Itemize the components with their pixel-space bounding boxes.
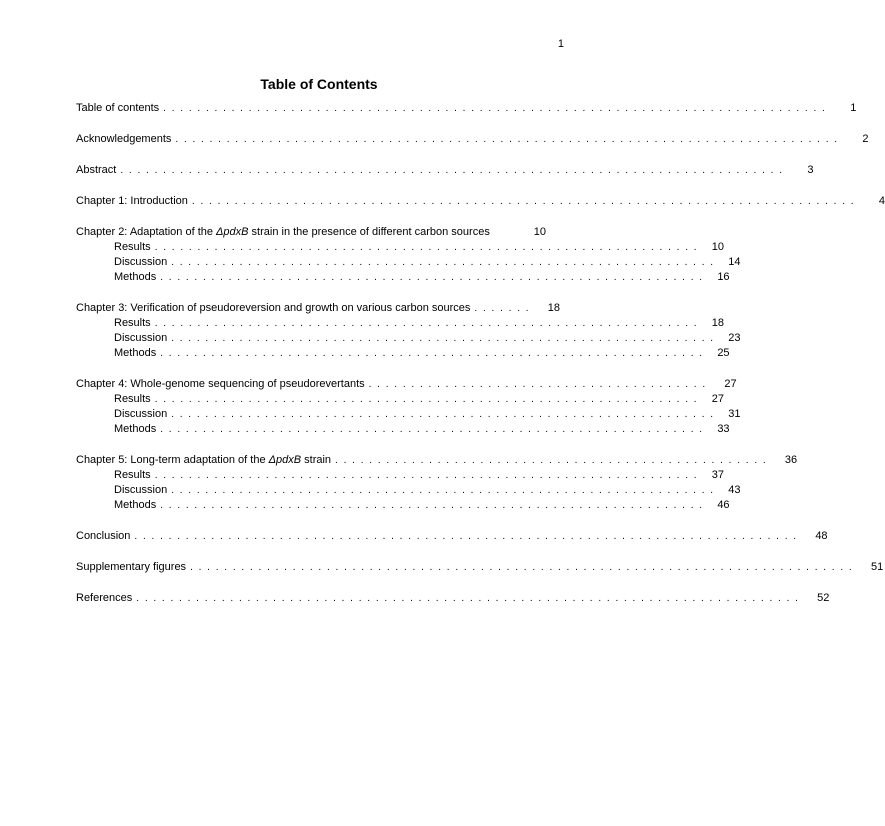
toc-entry-page: 4 (878, 195, 885, 207)
toc-entry-abstract (76, 164, 814, 179)
toc-subentry-label: Results (114, 393, 151, 405)
leader-dots: . . . . . . . . . . . . . . . . . . . . . . . . . . . . . . . . . . . . . . . . . . . . . . . . . . . . . . . . . . . . . . . . (154, 318, 699, 329)
leader-dots: . . . . . . . (474, 303, 531, 314)
toc-entry-page: 36 (784, 454, 798, 466)
toc-subentry-page: 16 (717, 271, 730, 283)
toc-subentry-label: Methods (114, 499, 157, 511)
leader-dots: . . . . . . . . . . . . . . . . . . . . . . . . . . . . . . . . . . . . . . . . (368, 379, 707, 390)
toc-entry-conclusion (76, 530, 828, 545)
toc-subentry-methods (114, 271, 730, 286)
toc-entry-page: 10 (533, 226, 546, 238)
table-of-contents (76, 102, 885, 607)
toc-entry-page: 18 (547, 302, 561, 314)
leader-dots: . . . . . . . . . . . . . . . . . . . . . . . . . . . . . . . . . . . . . . . . . . . . . . . . . . . . . . . . . . . . . . . . (171, 409, 715, 420)
leader-dots: . . . . . . . . . . . . . . . . . . . . . . . . . . . . . . . . . . . . . . . . . . . . . . . . . . . . . . . . . . . . . . . . . . . . . . . . . . . . . . (175, 134, 839, 145)
toc-subentry-methods (114, 423, 730, 438)
toc-entry-page: 27 (724, 378, 737, 390)
leader-dots: . . . . . . . . . . . . . . . . . . . . . . . . . . . . . . . . . . . . . . . . . . . . . . . . . . . . . . . . . . . . . . . . . . . . . . . . . . . . . . (136, 593, 800, 604)
leader-dots: . . . . . . . . . . . . . . . . . . . . . . . . . . . . . . . . . . . . . . . . . . . . . . . . . . . . . . . . . . . . . . . . . . . . . . . . . . . . . . (134, 531, 798, 542)
toc-subentry-label: Discussion (114, 332, 168, 344)
toc-subentry-page: 27 (711, 393, 725, 405)
toc-entry-supplementary-figures (76, 561, 884, 576)
toc-subentry-label: Methods (114, 271, 157, 283)
toc-subentry-methods (114, 499, 730, 514)
toc-subentry-page: 33 (717, 423, 730, 435)
leader-dots: . . . . . . . . . . . . . . . . . . . . . . . . . . . . . . . . . . . . . . . . . . . . . . . . . . . . . . . . . . . . . . . . . . . . . . . . . . . . . . (120, 165, 784, 176)
toc-subentry-discussion (114, 332, 741, 347)
leader-dots: . . . . . . . . . . . . . . . . . . . . . . . . . . . . . . . . . . . . . . . . . . . . . . . . . . . . . . . . . . . . . . . . (160, 272, 704, 283)
toc-entry-page: 2 (862, 133, 869, 145)
toc-subentry-results (114, 393, 725, 408)
toc-subentry-page: 14 (728, 256, 741, 268)
gene-name: ΔpdxB (216, 226, 249, 238)
toc-entry-chapter-5 (76, 454, 798, 469)
leader-dots: . . . . . . . . . . . . . . . . . . . . . . . . . . . . . . . . . . . . . . . . . . . . . . . . . . . . . . . . . . . . . . . . (160, 500, 704, 511)
toc-subentry-results (114, 317, 725, 332)
leader-dots: . . . . . . . . . . . . . . . . . . . . . . . . . . . . . . . . . . . . . . . . . . . . . . . . . . . . . . . . . . . . . . . . (171, 333, 715, 344)
toc-subentry-page: 37 (711, 469, 725, 481)
toc-subentry-page: 31 (728, 408, 741, 420)
toc-subentry-label: Results (114, 241, 151, 253)
gene-name: ΔpdxB (268, 454, 302, 466)
toc-entry-label: Chapter 1: Introduction (76, 195, 188, 207)
toc-entry-references (76, 592, 830, 607)
leader-dots: . . . . . . . . . . . . . . . . . . . . . . . . . . . . . . . . . . . . . . . . . . . . . . . . . . . . . . . . . . . . . . . . . . . . . . . . . . . . . . (190, 562, 854, 573)
toc-subentry-page: 18 (711, 317, 725, 329)
toc-entry-label: Chapter 4: Whole-genome sequencing of pseudorevertants (76, 378, 365, 390)
toc-subentry-methods (114, 347, 730, 362)
toc-entry-label: Table of contents (76, 102, 160, 114)
toc-entry-table-of-contents (76, 102, 857, 117)
leader-dots: . . . . . . . . . . . . . . . . . . . . . . . . . . . . . . . . . . . . . . . . . . . . . . . . . . . . . . . . . . . . . . . . (154, 470, 699, 481)
toc-entry-chapter-4 (76, 378, 737, 393)
toc-entry-label: References (76, 592, 133, 604)
page-title: Table of Contents (260, 76, 378, 92)
page-number: 1 (557, 38, 564, 50)
toc-entry-label: Chapter 5: Long-term adaptation of the ΔpdxB strain (76, 454, 332, 466)
toc-entry-label: Chapter 2: Adaptation of the ΔpdxB strain in the presence of different carbon sources (76, 226, 490, 238)
toc-subentry-page: 43 (728, 484, 741, 496)
toc-entry-chapter-3 (76, 302, 561, 317)
toc-subentry-discussion (114, 256, 741, 271)
toc-subentry-label: Discussion (114, 484, 168, 496)
toc-subentry-label: Discussion (114, 408, 168, 420)
leader-dots: . . . . . . . . . . . . . . . . . . . . . . . . . . . . . . . . . . . . . . . . . . . . . . . . . . . . . . . . . . . . . . . . . . . . . . . . . . . . . . (163, 103, 827, 114)
toc-entry-label: Chapter 3: Verification of pseudoreversion and growth on various carbon sources (76, 302, 471, 314)
toc-subentry-label: Discussion (114, 256, 168, 268)
toc-entry-label: Abstract (76, 164, 117, 176)
leader-dots: . . . . . . . . . . . . . . . . . . . . . . . . . . . . . . . . . . . . . . . . . . . . . . . . . . . . . . . . . . . . . . . . (154, 242, 699, 253)
toc-subentry-label: Methods (114, 347, 157, 359)
toc-entry-label: Supplementary figures (76, 561, 187, 573)
leader-dots: . . . . . . . . . . . . . . . . . . . . . . . . . . . . . . . . . . . . . . . . . . . . . . . . . . . . . . . . . . . . . . . . (171, 257, 715, 268)
toc-subentry-results (114, 241, 725, 256)
toc-entry-page: 52 (817, 592, 830, 604)
toc-subentry-page: 23 (728, 332, 741, 344)
toc-entry-label: Conclusion (76, 530, 131, 542)
leader-dots: . . . . . . . . . . . . . . . . . . . . . . . . . . . . . . . . . . . . . . . . . . . . . . . . . . . . . . . . . . . . . . . . . . . . . . . . . . . . . . (191, 196, 856, 207)
toc-entry-chapter-1 (76, 195, 885, 210)
leader-dots: . . . . . . . . . . . . . . . . . . . . . . . . . . . . . . . . . . . . . . . . . . . . . . . . . . . . . . . . . . . . . . . . (160, 424, 704, 435)
toc-subentry-discussion (114, 484, 741, 499)
toc-entry-page: 3 (807, 164, 814, 176)
toc-entry-label: Acknowledgements (76, 133, 172, 145)
toc-subentry-label: Results (114, 317, 151, 329)
toc-subentry-discussion (114, 408, 741, 423)
leader-dots: . . . . . . . . . . . . . . . . . . . . . . . . . . . . . . . . . . . . . . . . . . . . . . . . . . . (335, 455, 768, 466)
toc-subentry-label: Methods (114, 423, 157, 435)
leader-dots: . . . . . . . . . . . . . . . . . . . . . . . . . . . . . . . . . . . . . . . . . . . . . . . . . . . . . . . . . . . . . . . . (171, 485, 715, 496)
toc-entry-chapter-2 (76, 226, 546, 241)
toc-entry-page: 1 (850, 102, 857, 114)
toc-subentry-results (114, 469, 725, 484)
toc-entry-page: 51 (870, 561, 884, 573)
leader-dots: . . . . . . . . . . . . . . . . . . . . . . . . . . . . . . . . . . . . . . . . . . . . . . . . . . . . . . . . . . . . . . . . (160, 348, 704, 359)
toc-subentry-page: 25 (717, 347, 730, 359)
toc-entry-acknowledgements (76, 133, 869, 148)
leader-dots: . . . . . . . . . . . . . . . . . . . . . . . . . . . . . . . . . . . . . . . . . . . . . . . . . . . . . . . . . . . . . . . . (154, 394, 699, 405)
toc-subentry-page: 10 (711, 241, 725, 253)
toc-subentry-label: Results (114, 469, 151, 481)
toc-subentry-page: 46 (717, 499, 730, 511)
toc-entry-page: 48 (815, 530, 828, 542)
